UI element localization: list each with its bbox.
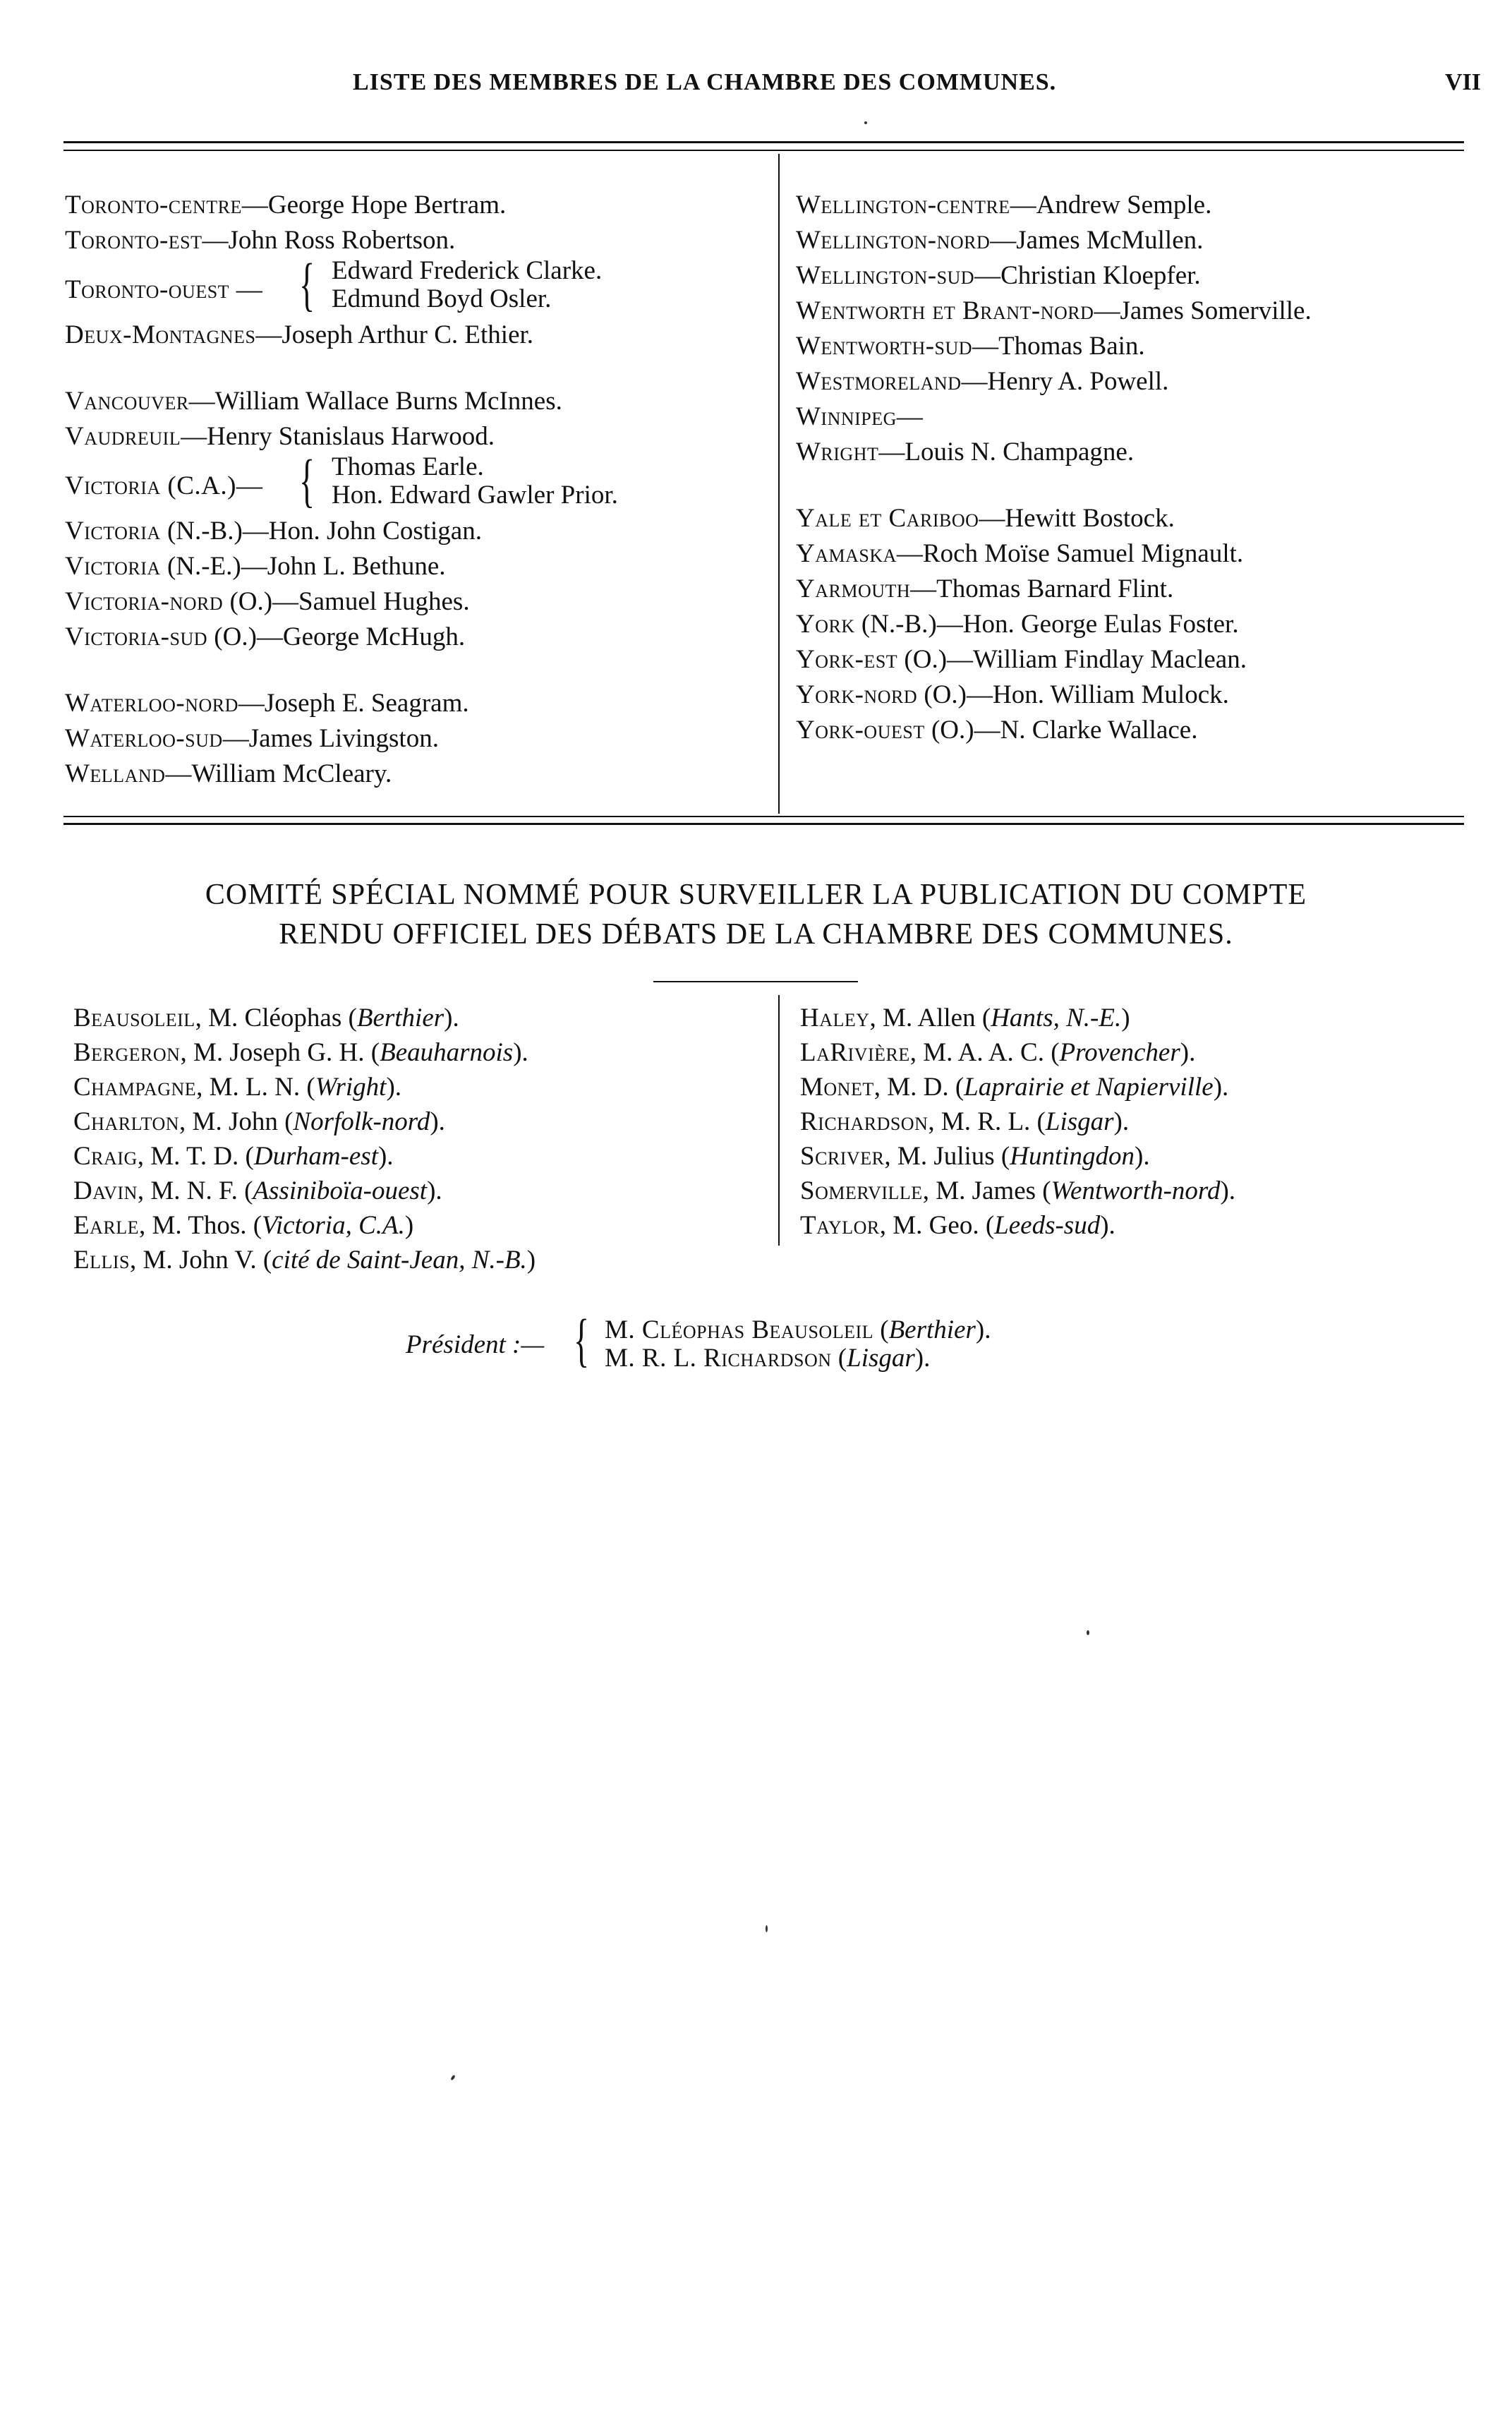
committee-member-close: ) [404, 1211, 414, 1240]
member-entry [65, 721, 770, 757]
committee-member-name: Craig [73, 1142, 138, 1171]
member-entry [796, 399, 1473, 435]
riding-name: Victoria-nord [65, 587, 224, 616]
member-name: —George Hope Bertram. [241, 191, 507, 219]
header-rule-bottom [63, 150, 1464, 151]
member-entry [796, 364, 1473, 399]
riding-name: York [796, 610, 855, 639]
committee-member [73, 1001, 772, 1035]
riding-name: Welland [65, 759, 166, 788]
member-entry [796, 223, 1473, 258]
member-name: —Louis N. Champagne. [878, 438, 1135, 466]
committee-member-title: , M. Joseph G. H. ( [180, 1038, 380, 1067]
member-name: —Henry Stanislaus Harwood. [181, 422, 495, 451]
member-entry [796, 258, 1473, 294]
print-speck [766, 1925, 768, 1932]
committee-member-riding: Norfolk-nord [293, 1107, 430, 1136]
committee-member [73, 1035, 772, 1070]
brace-icon: { [574, 1308, 590, 1373]
riding-name: Victoria-sud [65, 622, 208, 651]
president-line-2: M. R. L. Richardson (Lisgar). [605, 1344, 931, 1373]
committee-column-divider [778, 995, 780, 1246]
riding-name: Toronto-centre [65, 191, 242, 219]
riding-name: York-ouest [796, 716, 925, 745]
committee-member-name: Charlton [73, 1107, 180, 1136]
member-name: (O.)—N. Clarke Wallace. [924, 716, 1198, 745]
committee-member-riding: Wentworth-nord [1051, 1176, 1221, 1205]
committee-member-name: Ellis [73, 1246, 130, 1275]
member-entry [796, 294, 1473, 329]
committee-member [800, 1208, 1470, 1243]
riding-name: Wentworth et Brant-nord [796, 296, 1094, 325]
member-entry [796, 188, 1473, 223]
member-name: (O.)—William Findlay Maclean. [897, 645, 1247, 674]
committee-member-close: ). [1113, 1107, 1130, 1136]
section-rule-top [63, 816, 1464, 817]
member-entry [796, 501, 1473, 536]
riding-name: York-est [796, 645, 898, 674]
committee-member-name: LaRivière [800, 1038, 910, 1067]
riding-name: Waterloo-nord [65, 689, 238, 718]
member-name: —Andrew Semple. [1010, 191, 1212, 219]
riding-name: Wellington-nord [796, 226, 991, 255]
committee-member-title: , M. Julius ( [884, 1142, 1010, 1171]
member-name: —James McMullen. [990, 226, 1204, 255]
member-name: — [896, 402, 923, 431]
members-left-column [65, 188, 770, 792]
member-entry [65, 620, 770, 655]
section-gap [65, 353, 770, 384]
riding-name: Wentworth-sud [796, 332, 973, 361]
committee-member-title: , M. Cléophas ( [195, 1004, 357, 1032]
president-2-riding: Lisgar [847, 1344, 915, 1373]
member-name: (N.-B.)—Hon. John Costigan. [160, 517, 482, 546]
member-name: —John Ross Robertson. [202, 226, 456, 255]
committee-member-riding: Provencher [1059, 1038, 1180, 1067]
member-name: Hon. Edward Gawler Prior. [332, 481, 618, 510]
committee-member-close: ). [1180, 1038, 1196, 1067]
member-entry [796, 713, 1473, 748]
committee-member-title: , M. John ( [179, 1107, 294, 1136]
member-name: (N.-B.)—Hon. George Eulas Foster. [854, 610, 1239, 639]
committee-title-line-1: COMITÉ SPÉCIAL NOMMÉ POUR SURVEILLER LA PUBLICATION DU COMPTE [205, 879, 1307, 911]
committee-member-close: ). [427, 1176, 442, 1205]
member-name: (O.)—George McHugh. [207, 622, 466, 651]
president-1-riding: Berthier [888, 1315, 976, 1344]
column-divider [778, 154, 780, 814]
committee-member-riding: Leeds-sud [994, 1211, 1101, 1240]
committee-member [73, 1243, 772, 1277]
riding-name: Vaudreuil [65, 422, 181, 451]
running-head [0, 69, 1512, 104]
member-name: —James Somerville. [1094, 296, 1312, 325]
member-entry [796, 536, 1473, 572]
riding-name: Wright [796, 438, 879, 466]
member-entry [796, 607, 1473, 642]
member-entry [65, 419, 770, 454]
committee-member-riding: Wright [315, 1073, 387, 1102]
committee-member-close: ). [377, 1142, 394, 1171]
section-gap [796, 470, 1473, 501]
riding-name: Victoria [65, 552, 161, 581]
committee-member-title: , M. Thos. ( [138, 1211, 262, 1240]
committee-member-title: , M. T. D. ( [137, 1142, 254, 1171]
brace-icon: { [299, 448, 315, 514]
president-2-name: M. R. L. Richardson [605, 1344, 832, 1373]
committee-member-riding: Laprairie et Napierville [964, 1073, 1214, 1102]
committee-right-column [800, 1001, 1470, 1243]
member-name: —Roch Moïse Samuel Mignault. [896, 539, 1244, 568]
members-right-column [796, 188, 1473, 748]
member-name: Edward Frederick Clarke. [332, 256, 603, 285]
committee-member-title: , M. John V. ( [129, 1246, 272, 1275]
committee-member-name: Beausoleil [73, 1004, 195, 1032]
riding-name: Victoria [65, 517, 161, 546]
riding-name: Victoria (C.A.)— [65, 471, 263, 500]
riding-name: Westmoreland [796, 367, 962, 396]
committee-title-rule [653, 981, 858, 982]
committee-member-title: , M. L. N. ( [196, 1073, 315, 1102]
committee-member [800, 1174, 1470, 1208]
member-entry [65, 514, 770, 549]
committee-president [406, 1308, 1111, 1378]
committee-member-close: ). [1213, 1073, 1229, 1102]
member-name: —Thomas Bain. [972, 332, 1145, 361]
committee-member-riding: Assiniboïa-ouest [253, 1176, 428, 1205]
committee-member [800, 1035, 1470, 1070]
riding-name: Winnipeg [796, 402, 897, 431]
committee-member-title: , M. Geo. ( [879, 1211, 995, 1240]
riding-name: Yarmouth [796, 574, 911, 603]
committee-member [73, 1070, 772, 1104]
committee-member-name: Haley [800, 1004, 870, 1032]
member-entry [796, 329, 1473, 364]
member-entry-multi [65, 252, 770, 318]
committee-member-close: ). [1220, 1176, 1236, 1205]
committee-member-close: ). [444, 1004, 459, 1032]
committee-member-riding: Berthier [356, 1004, 444, 1032]
committee-member-close: ). [1135, 1142, 1150, 1171]
page-number: VII [1445, 69, 1482, 95]
member-entry [65, 549, 770, 584]
committee-member-name: Bergeron [73, 1038, 181, 1067]
committee-member-riding: Durham-est [253, 1142, 378, 1171]
committee-member [800, 1139, 1470, 1174]
print-speck [450, 2075, 456, 2081]
member-entry [65, 318, 770, 353]
committee-member [800, 1001, 1470, 1035]
member-entry [65, 686, 770, 721]
member-entry [796, 642, 1473, 677]
section-gap [65, 655, 770, 686]
president-line-1: M. Cléophas Beausoleil (Berthier). [605, 1315, 991, 1344]
committee-member-title: , M. Allen ( [869, 1004, 991, 1032]
committee-title-line-2: RENDU OFFICIEL DES DÉBATS DE LA CHAMBRE DES COMMUNES. [279, 918, 1233, 951]
brace-icon: { [299, 252, 315, 318]
committee-member-name: Scriver [800, 1142, 885, 1171]
member-name: Thomas Earle. [332, 452, 484, 481]
member-name: —Christian Kloepfer. [974, 261, 1201, 290]
header-rule-top [63, 141, 1464, 143]
print-speck [864, 121, 867, 124]
member-name: (O.)—Samuel Hughes. [223, 587, 470, 616]
riding-name: Wellington-sud [796, 261, 975, 290]
committee-member-name: Champagne [73, 1073, 197, 1102]
member-entry [65, 188, 770, 223]
committee-member-close: ). [430, 1107, 445, 1136]
committee-member [800, 1070, 1470, 1104]
member-name: (O.)—Hon. William Mulock. [917, 680, 1229, 709]
committee-member-name: Somerville [800, 1176, 923, 1205]
committee-member-name: Taylor [800, 1211, 880, 1240]
committee-member-name: Earle [73, 1211, 139, 1240]
committee-member-riding: Victoria, C.A. [262, 1211, 405, 1240]
member-name: —Hewitt Bostock. [979, 504, 1175, 533]
riding-name: Yale et Cariboo [796, 504, 979, 533]
member-entry [796, 677, 1473, 713]
member-name: Edmund Boyd Osler. [332, 284, 552, 313]
riding-name: Toronto-ouest — [65, 275, 263, 304]
member-entry [65, 584, 770, 620]
committee-member [800, 1104, 1470, 1139]
committee-member-riding: Beauharnois [380, 1038, 514, 1067]
president-2-close: ). [914, 1344, 931, 1373]
member-entry [796, 435, 1473, 470]
riding-name: Yamaska [796, 539, 897, 568]
member-name: —William McCleary. [165, 759, 392, 788]
member-name: —William Wallace Burns McInnes. [188, 387, 562, 416]
committee-member-title: , M. A. A. C. ( [909, 1038, 1060, 1067]
committee-member-name: Monet [800, 1073, 874, 1102]
member-name: —Joseph E. Seagram. [238, 689, 469, 718]
committee-member-name: Davin [73, 1176, 138, 1205]
committee-member-riding: Hants, N.-E. [991, 1004, 1122, 1032]
committee-member-close: ). [1100, 1211, 1115, 1240]
committee-member [73, 1104, 772, 1139]
committee-member-riding: cité de Saint-Jean, N.-B. [272, 1246, 527, 1275]
committee-member-title: , M. James ( [922, 1176, 1051, 1205]
committee-member-riding: Lisgar [1045, 1107, 1114, 1136]
member-entry [796, 572, 1473, 607]
member-name: —Thomas Barnard Flint. [910, 574, 1174, 603]
member-name: —James Livingston. [222, 724, 439, 753]
president-label: Président :— [406, 1330, 545, 1359]
president-1-close: ). [975, 1315, 991, 1344]
riding-name: Vancouver [65, 387, 189, 416]
committee-member-name: Richardson [800, 1107, 929, 1136]
riding-name: Toronto-est [65, 226, 202, 255]
committee-member-riding: Huntingdon [1010, 1142, 1135, 1171]
committee-member-close: ). [386, 1073, 402, 1102]
member-entry [65, 757, 770, 792]
member-name: —Joseph Arthur C. Ethier. [255, 320, 534, 349]
member-name: —Henry A. Powell. [961, 367, 1169, 396]
riding-name: Deux-Montagnes [65, 320, 256, 349]
committee-left-column [73, 1001, 772, 1277]
committee-member [73, 1174, 772, 1208]
committee-member [73, 1139, 772, 1174]
committee-member-close: ) [526, 1246, 536, 1275]
riding-name: York-nord [796, 680, 918, 709]
member-name: (N.-E.)—John L. Bethune. [160, 552, 446, 581]
committee-member-close: ). [513, 1038, 528, 1067]
committee-member-title: , M. N. F. ( [137, 1176, 253, 1205]
member-entry [65, 384, 770, 419]
committee-title [0, 875, 1512, 954]
committee-member-title: , M. D. ( [873, 1073, 964, 1102]
president-1-name: M. Cléophas Beausoleil [605, 1315, 873, 1344]
committee-member-close: ) [1121, 1004, 1130, 1032]
member-entry-multi [65, 448, 770, 514]
print-speck [1087, 1630, 1089, 1635]
riding-name: Wellington-centre [796, 191, 1010, 219]
section-rule-bottom [63, 823, 1464, 825]
committee-member-title: , M. R. L. ( [928, 1107, 1046, 1136]
page-title: LISTE DES MEMBRES DE LA CHAMBRE DES COMMUNES. [353, 69, 1057, 95]
member-entry [65, 223, 770, 258]
riding-name: Waterloo-sud [65, 724, 223, 753]
committee-member [73, 1208, 772, 1243]
